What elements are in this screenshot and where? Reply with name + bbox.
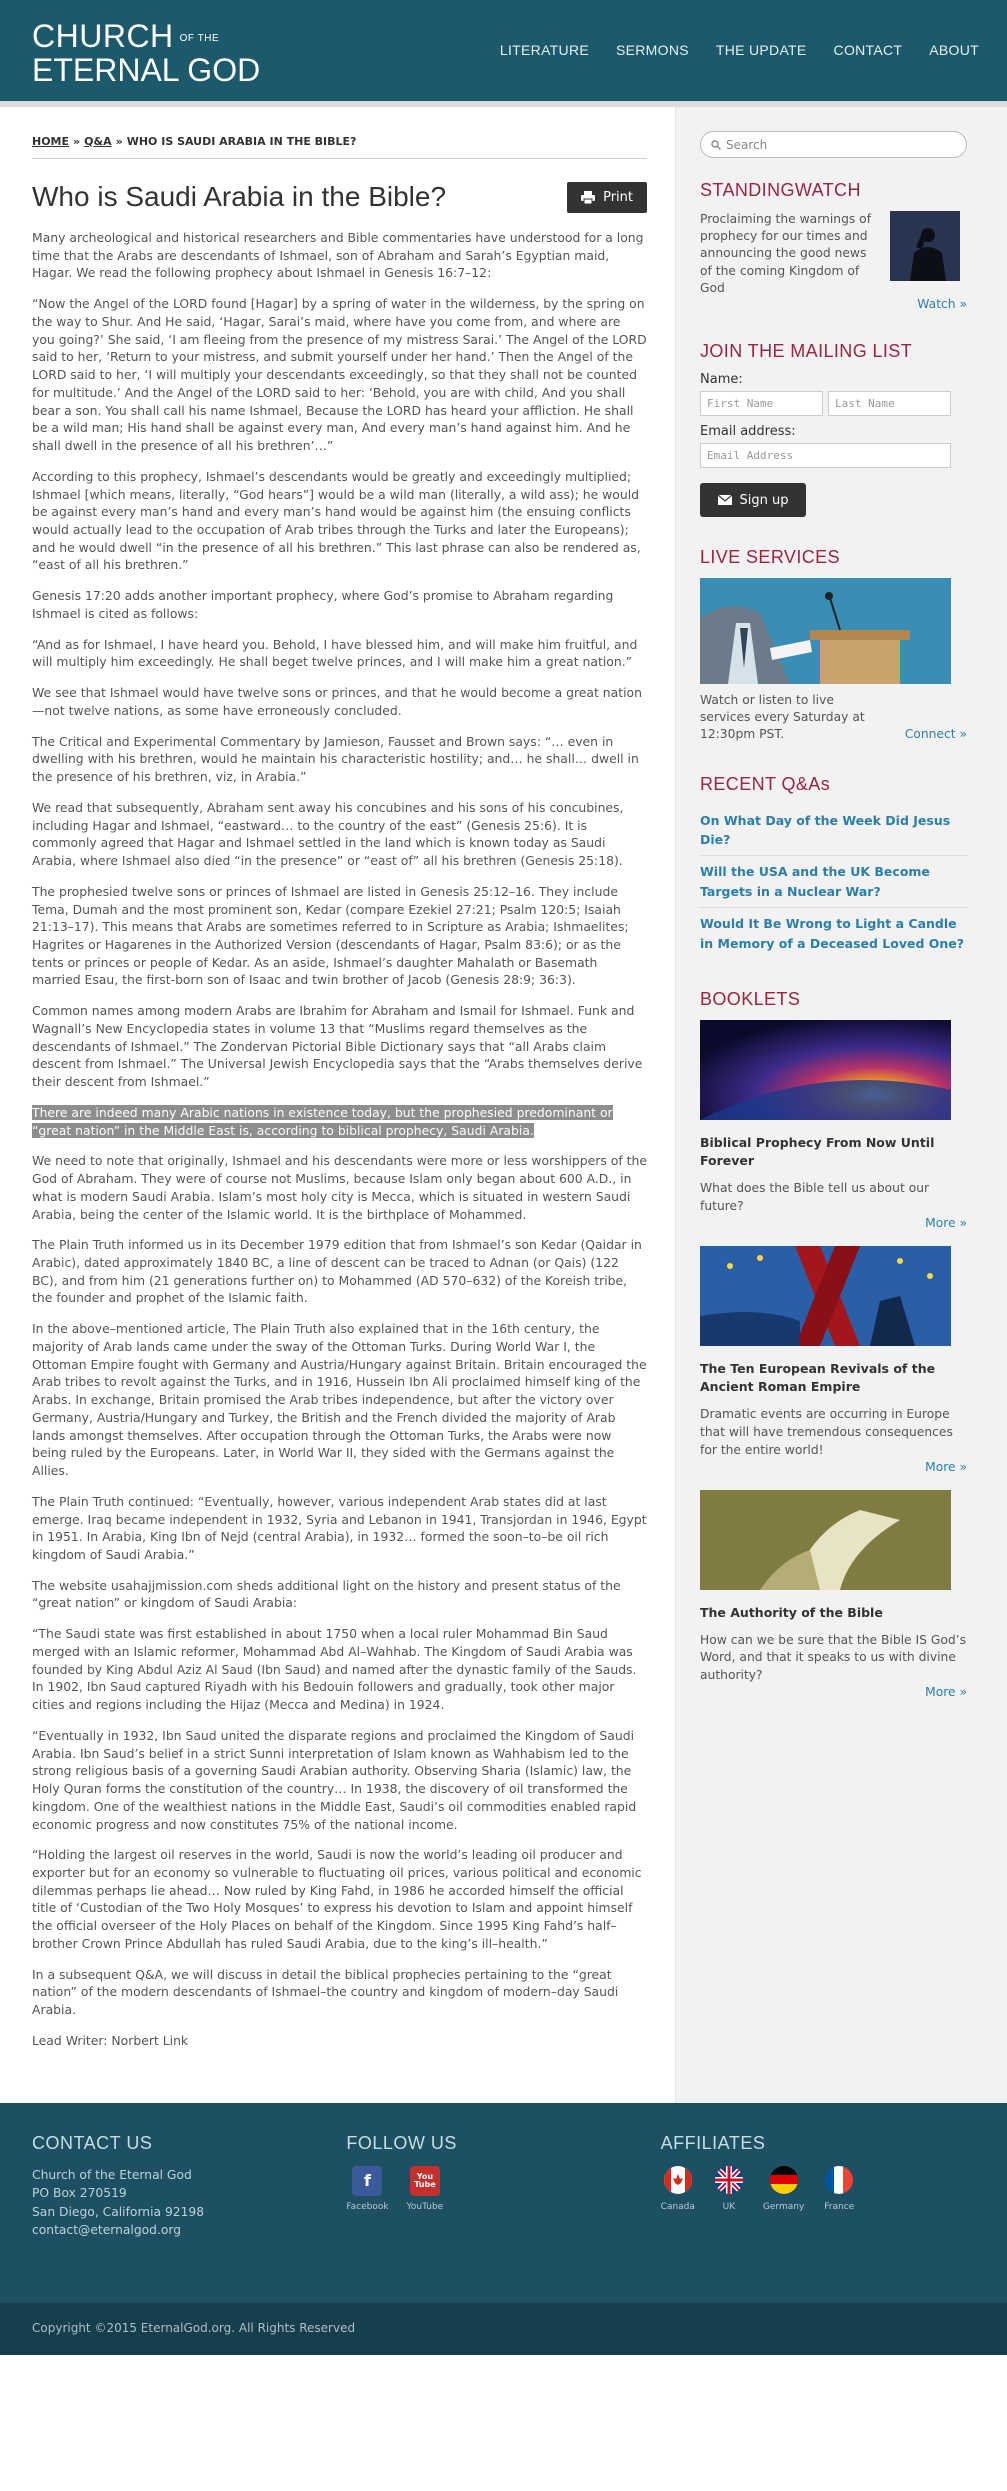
main-nav [500,42,979,58]
article-paragraph: The Critical and Experimental Commentary by Jamieson, Fausset and Brown says: “… even in dwelling with his brethren, would he maintain his characteristic hostility; and… he shall… dwell in the presence of his brethren, viz, in Arabia.” [32,733,639,785]
canada-flag-icon [664,2166,692,2194]
footer-follow [346,2133,660,2273]
booklet-item [700,1246,967,1474]
article-paragraph: According to this prophecy, Ishmael’s descendants would be greatly and exceedingly multiplied; Ishmael [which means, literally, “God hears”] would be a wild man (literally, a wild ass); he would be against every man’s hand and every man’s hand would be against him (the ensuing conflicts would actually lead to the occupation of Arab tribes through the Turks and later the Europeans); and he would dwell “in the presence of all his brethren.” This last phrase can also be rendered as, “east of all his brethren.” [32,468,641,573]
booklet-cover-authority[interactable] [700,1490,951,1590]
live-heading: LIVE SERVICES [700,547,840,568]
site-logo[interactable] [32,20,260,86]
footer-email-link[interactable]: contact@eternalgod.org [32,2222,182,2237]
site-footer [0,2103,1007,2303]
booklet-description: Dramatic events are occurring in Europe that will have tremendous consequences for the entire world! [700,1407,953,1457]
highlighted-text: There are indeed many Arabic nations in existence today, but the prophesied predominant or “great nation” in the Middle East is, according to biblical prophecy, Saudi Arabia. [32,1104,613,1138]
youtube-icon: You Tube [410,2166,440,2196]
article-paragraph: The Plain Truth continued: “Eventually, however, various independent Arab states did at last emerge. Iraq became independent in 1932, Syria and Lebanon in 1941, Transjordan in 1946, Egypt in 1951. In Arabia, King Ibn of Nejd (central Arabia), in 1932… formed the soon–to–be oil rich kingdom of Saudi Arabia.” [32,1493,647,1562]
affiliate-label: Canada [660,2201,695,2212]
booklet-more-link[interactable]: More » [925,1685,967,1700]
youtube-link[interactable] [407,2166,444,2212]
footer-org-name: Church of the Eternal God [32,2167,192,2182]
lead-writer: Lead Writer: Norbert Link [32,2032,189,2048]
booklet-cover-prophecy[interactable] [700,1020,951,1120]
article-paragraph: In the above–mentioned article, The Plain Truth also explained that in the 16th century, the majority of Arab lands came under the sway of the Ottoman Turks. During World War I, the Ottoman Empire fought with Germany and Austria/Hungary against Britain. Britain encouraged the Arab tribes to revolt against the Turks, and in 1916, Hussein Ibn Ali proclaimed himself king of the Arabs. In exchange, Britain promised the Arab tribes independence, but after the victory over Germany, Austria/Hungary and Turkey, the British and the French divided the majority of Arab lands amongst themselves. After occupation through the Ottoman Turks, the Arabs were now being ruled by the Europeans. Later, in World War II, they sided with the Germans against the Allies. [32,1321,647,1479]
nav-about[interactable]: ABOUT [929,42,979,58]
affiliate-label: Germany [762,2201,805,2212]
article-paragraph: The website usahajjmission.com sheds additional light on the history and present status of the “great nation” or kingdom of Saudi Arabia: [32,1577,621,1611]
connect-link[interactable]: Connect » [904,727,967,742]
booklet-title[interactable]: The Ten European Revivals of the Ancient Roman Empire [700,1360,936,1394]
signup-label: Sign up [739,492,789,508]
recent-qa-link[interactable]: Will the USA and the UK Become Targets in a Nuclear War? [700,856,967,908]
breadcrumb-separator: » [73,135,81,148]
nav-sermons[interactable]: SERMONS [616,42,689,58]
booklets-section [700,989,967,1699]
search-input[interactable] [700,131,967,158]
standingwatch-heading: STANDINGWATCH [700,180,861,200]
article-paragraph: Common names among modern Arabs are Ibrahim for Abraham and Ismail for Ishmael. Funk and Wagnall’s New Encyclopedia states in volume 13 that “Muslims regard themselves as the descendants of Ishmael.” The Zondervan Pictorial Bible Dictionary says that “all Arabs claim descent from Ishmael.” The Universal Jewish Encyclopedia says that the “Arabs themselves derive their descent from Ishmael.” [32,1003,643,1090]
article-paragraph: “The Saudi state was first established in about 1750 when a local ruler Mohammad Bin Saud merged with an Islamic reformer, Mohammad Abd Al–Wahhab. The Kingdom of Saudi Arabia was founded by King Abdul Aziz Al Saud (Ibn Saud) and named after the dynastic family of the Sauds. In 1902, Ibn Saud captured Riyadh with his Bedouin followers and gradually, took other major cities and regions including the Hijaz (Mecca and Medina) in 1924. [32,1626,637,1713]
nav-the-update[interactable]: THE UPDATE [715,42,807,58]
france-flag-icon [825,2166,853,2194]
article-body [32,229,647,2050]
standingwatch-text: Proclaiming the warnings of prophecy for our times and announcing the good news of the coming Kingdom of God [700,212,872,295]
youtube-label: YouTube [406,2201,444,2212]
recent-qa-link[interactable]: On What Day of the Week Did Jesus Die? [700,805,967,857]
logo-eternal-god: ETERNAL GOD [32,52,261,88]
affiliate-label: UK [722,2201,736,2212]
standingwatch-section [700,180,967,311]
booklet-more-link[interactable]: More » [925,1215,967,1230]
footer-follow-heading: FOLLOW US [346,2132,457,2153]
booklet-cover-roman-empire[interactable] [700,1246,951,1346]
name-label: Name: [700,372,743,388]
booklet-description: How can we be sure that the Bible IS God’s Word, and that it speaks to us with divine authority? [700,1632,967,1683]
uk-flag-icon [715,2166,743,2194]
live-services-image[interactable] [700,578,951,684]
page-body [0,107,1007,2103]
footer-contact-heading: CONTACT US [32,2132,153,2153]
article-paragraph: We read that subsequently, Abraham sent away his concubines and his sons of his concubines, including Hagar and Ishmael, “eastward… to the country of the east” (Genesis 25:6). It is commonly agreed that Hagar and Ishmael settled in the land which is known today as Saudi Arabia, where Ishmael also died “in the presence” or “east of” all his brethren (Genesis 25:18). [32,799,624,869]
facebook-label: Facebook [346,2201,389,2212]
mailing-list-section [700,341,967,517]
copyright-text: Copyright ©2015 EternalGod.org. All Rights Reserved [32,2320,356,2335]
footer-affiliates [661,2133,975,2273]
article-paragraph: In a subsequent Q&A, we will discuss in detail the biblical prophecies pertaining to the “great nation” of the modern descendants of Ishmael–the country and kingdom of modern–day Saudi Arabia. [32,1966,619,2018]
recent-qa-link[interactable]: Would It Be Wrong to Light a Candle in Memory of a Deceased Loved One? [700,916,965,951]
envelope-icon [718,495,732,505]
printer-icon [581,191,595,204]
main-content [0,107,675,2103]
article-paragraph: Many archeological and historical researchers and Bible commentaries have understood for a long time that the Arabs are descendants of Ishmael, son of Abraham and Sarah’s Egyptian maid, Hagar. We read the following prophecy about Ishmael in Genesis 16:7–12: [32,230,644,281]
affiliate-germany[interactable] [763,2166,804,2212]
footer-city: San Diego, California 92198 [32,2204,205,2219]
breadcrumb-home[interactable]: HOME [32,135,70,148]
nav-literature[interactable]: LITERATURE [499,42,589,58]
booklet-more-link[interactable]: More » [925,1459,967,1474]
breadcrumb-qa[interactable]: Q&A [84,135,112,148]
live-services-section [700,547,967,744]
search-icon [711,140,721,150]
germany-flag-icon [770,2166,798,2194]
booklet-item [700,1490,967,1700]
page-title: Who is Saudi Arabia in the Bible? [32,181,447,212]
article-paragraph: We see that Ishmael would have twelve sons or princes, and that he would become a great nation—not twelve nations, as some have erroneously concluded. [32,685,642,718]
affiliate-label: France [824,2201,855,2212]
article-paragraph: The prophesied twelve sons or princes of Ishmael are listed in Genesis 25:12–16. They include Tema, Dumah and the most prominent son, Kedar (compare Ezekiel 27:21; Psalm 120:5; Isaiah 21:13–17). This means that Arabs are sometimes referred to in Scripture as Arabia; Ishmaelites; Hagrites or Hagarenes in the Authorized Version (descendants of Hagar, Psalm 83:6); or as the tents or princes or people of Kedar. As an aside, Ishmael’s daughter Mahalath or Basemath married Esau, the first-born son of Isaac and twin brother of Jacob (Genesis 28:9; 36:3). [32,883,629,988]
booklet-description: What does the Bible tell us about our future? [700,1181,930,1213]
booklet-title[interactable]: Biblical Prophecy From Now Until Forever [700,1134,935,1168]
article-paragraph: Genesis 17:20 adds another important prophecy, where God’s promise to Abraham regarding Ishmael is cited as follows: [32,588,614,621]
affiliate-france[interactable] [824,2166,854,2212]
logo-of-the: OF THE [179,33,220,45]
email-label: Email address: [700,424,796,440]
breadcrumb-current: WHO IS SAUDI ARABIA IN THE BIBLE? [126,135,357,148]
nav-contact[interactable]: CONTACT [833,42,903,58]
print-label: Print [603,189,633,205]
signup-button[interactable] [700,483,806,517]
logo-church: CHURCH [32,18,174,54]
last-name-field[interactable]: Last Name [828,391,951,416]
highlighted-paragraph [32,1104,647,1139]
article-paragraph: “Eventually in 1932, Ibn Saud united the disparate regions and proclaimed the Kingdom of Saudi Arabia. Ibn Saud’s belief in a strict Sunni interpretation of Islam known as Wahhabism led to the strong religious basis of a governing Saudi Arabian authority. Observing Sharia (Islamic) law, the Holy Quran forms the constitution of the country… In 1938, the discovery of oil transformed the kingdom. One of the wealthiest nations in the Middle East, Saudi’s oil commodities enabled rapid economic progress and now constitutes 75% of the national income. [32,1727,637,1832]
search-placeholder: Search [726,137,768,152]
title-row [32,181,647,213]
footer-affiliates-heading: AFFILIATES [660,2132,766,2153]
article-paragraph: “And as for Ishmael, I have heard you. Behold, I have blessed him, and will make him fruitful, and will multiply him exceedingly. He shall beget twelve princes, and I will make him a great nation.” [32,636,638,670]
booklet-item [700,1020,967,1230]
booklet-title[interactable]: The Authority of the Bible [700,1604,883,1620]
facebook-icon: f [352,2166,382,2196]
booklets-heading: BOOKLETS [700,988,801,1009]
footer-po-box: PO Box 270519 [32,2186,127,2201]
breadcrumb [32,135,647,159]
mailing-heading: JOIN THE MAILING LIST [700,341,913,362]
affiliate-canada[interactable] [661,2166,695,2212]
first-name-field[interactable]: First Name [700,391,823,416]
site-header [0,0,1007,101]
sidebar [675,107,1007,2103]
article-paragraph: We need to note that originally, Ishmael and his descendants were more or less worshippers of the God of Abraham. They were of course not Muslims, because Islam only began about 600 A.D., in what is modern Saudi Arabia. Islam’s most holy city is Mecca, which is situated in western Saudi Arabia, being the center of the Islamic world. It is the birthplace of Mohammed. [32,1153,647,1222]
affiliate-uk[interactable] [715,2166,743,2212]
article-paragraph: “Now the Angel of the LORD found [Hagar] by a spring of water in the wilderness, by the spring on the way to Shur. And He said, ‘Hagar, Sarai’s maid, where have you come from, and where are you going?’ She said, ‘I am fleeing from the presence of my mistress Sarai.’ The Angel of the LORD said to her, ‘Return to your mistress, and submit yourself under her hand.’ Then the Angel of the LORD said to her, ‘I will multiply your descendants exceedingly, so that they shall not be counted for multitude.’ And the Angel of the LORD said to her: ‘Behold, you are with child, And you shall bear a son. You shall call his name Ishmael, Because the LORD has heard your affliction. He shall be a wild man; His hand shall be against every man, And every man’s hand against him. And he shall dwell in the presence of all his brethren’…” [32,296,647,454]
print-button[interactable] [567,182,647,213]
recent-qa-section [700,774,967,959]
article-paragraph: “Holding the largest oil reserves in the world, Saudi is now the world’s leading oil producer and exporter but for an economy so vulnerable to fluctuating oil prices, various political and economic dilemmas perhaps lie ahead… Now ruled by King Fahd, in 1986 he accorded himself the official title of ‘Custodian of the Two Holy Mosques’ to express his devotion to Islam and appoint himself the official overseer of the Holy Places on behalf of the Kingdom. Since 1995 King Fahd’s half–brother Crown Prince Abdullah has ruled Saudi Arabia, due to the king’s ill–health.” [32,1847,642,1951]
facebook-link[interactable] [346,2166,388,2212]
copyright-bar [0,2303,1007,2355]
breadcrumb-separator: » [115,135,123,148]
footer-contact [32,2133,346,2273]
recent-heading: RECENT Q&As [700,773,831,794]
standingwatch-thumbnail[interactable] [890,211,960,281]
email-field[interactable]: Email Address [700,443,951,468]
live-text: Watch or listen to live services every Saturday at 12:30pm PST. [700,693,865,742]
article-paragraph: The Plain Truth informed us in its December 1979 edition that from Ishmael’s son Kedar (Qaidar in Arabic), dated approximately 1840 BC, a line of descent can be traced to Adnan (or Qais) (122 BC), and from him (21 generations further on) to Mohammed (AD 570–632) of the Koreish tribe, the founder and prophet of the Islamic faith. [32,1237,642,1306]
watch-link[interactable]: Watch » [917,297,967,312]
